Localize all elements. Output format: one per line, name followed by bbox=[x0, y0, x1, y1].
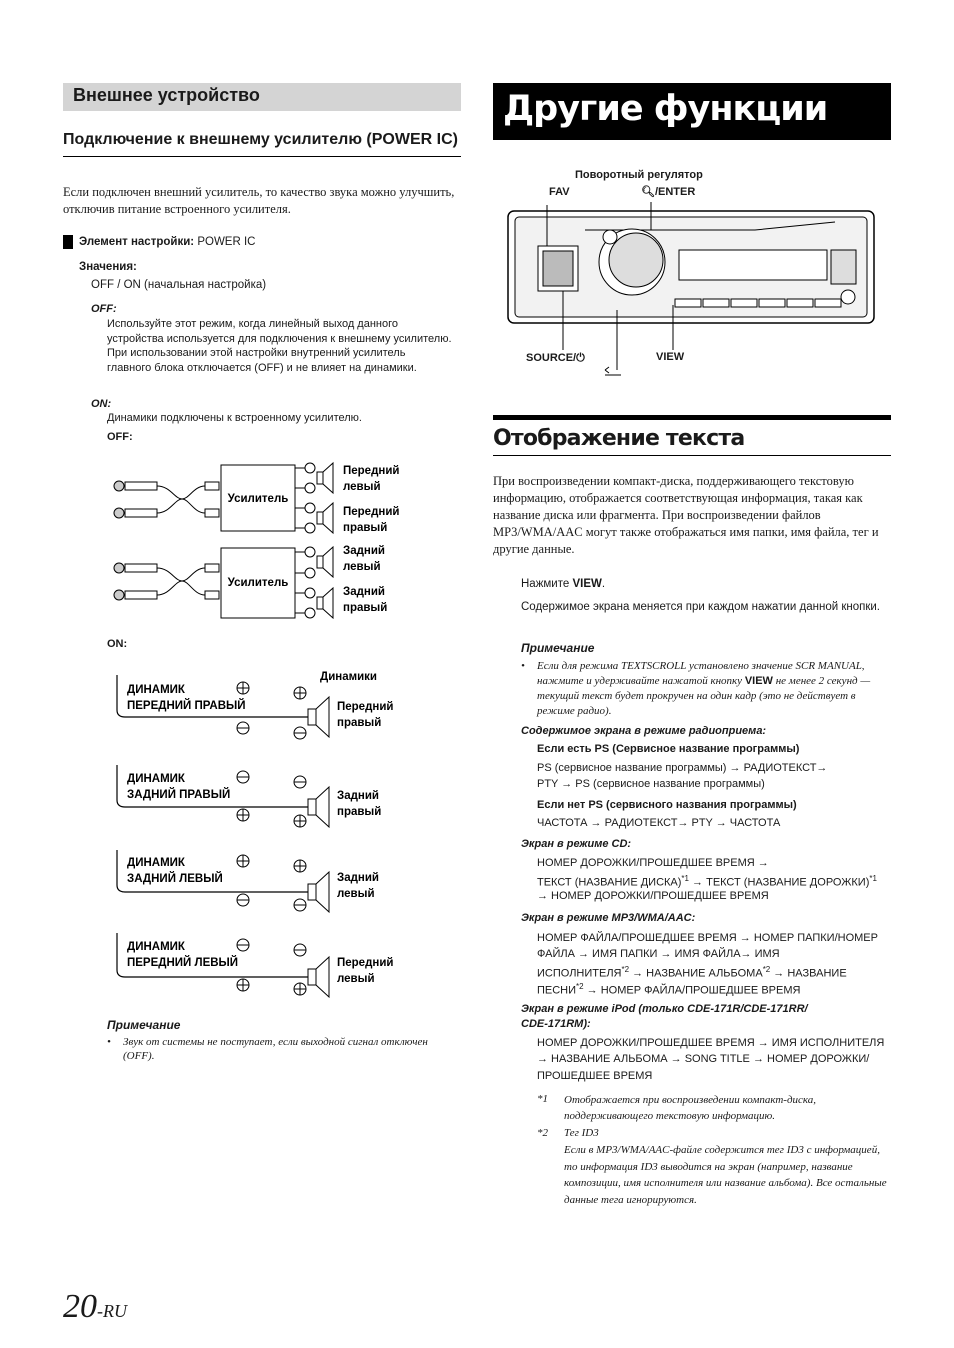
display-intro: При воспроизведении компакт-диска, поддерживающего текстовую информацию, отображается соответствующая информация, такая как название диска или фрагмента. При воспроизведении файлов MP3/WMA/AAC могут также отображаться имя папки, имя файла, тег и другие данные. bbox=[493, 474, 879, 556]
fn2-mark: *2 bbox=[537, 1127, 548, 1139]
ipod-line2: → НАЗВАНИЕ АЛЬБОМА → SONG TITLE → НОМЕР ДОРОЖКИ/ bbox=[537, 1053, 870, 1065]
mp3-line1: НОМЕР ФАЙЛА/ПРОШЕДШЕЕ ВРЕМЯ → НОМЕР ПАПКИ/НОМЕР bbox=[537, 932, 878, 944]
cd-line2b: → ТЕКСТ (НАЗВАНИЕ ДОРОЖКИ) bbox=[688, 876, 870, 889]
rotary-knob bbox=[609, 233, 663, 287]
rear-left-label-1: Задний bbox=[343, 545, 385, 557]
on-front-right-1: Передний bbox=[337, 701, 394, 713]
speaker-rear-left bbox=[305, 547, 333, 578]
cd-title: Экран в режиме CD: bbox=[521, 838, 632, 850]
ipod-line1: НОМЕР ДОРОЖКИ/ПРОШЕДШЕЕ ВРЕМЯ → ИМЯ ИСПОЛНИТЕЛЯ bbox=[537, 1037, 885, 1049]
cd-sup1: *1 bbox=[681, 874, 689, 883]
off-label: OFF: bbox=[91, 303, 117, 315]
rca-cables-group-2 bbox=[114, 563, 219, 600]
ipod-title-2: CDE-171RM): bbox=[521, 1018, 591, 1030]
bullet: • bbox=[107, 1036, 111, 1048]
cd-line2a: ТЕКСТ (НАЗВАНИЕ ДИСКА) bbox=[537, 876, 682, 889]
eject-button bbox=[831, 250, 856, 284]
enter-label-wrap bbox=[641, 185, 695, 199]
sp2-label-2: ЗАДНИЙ ПРАВЫЙ bbox=[127, 789, 231, 801]
on-rear-left-2: левый bbox=[337, 888, 375, 900]
cd-line1: НОМЕР ДОРОЖКИ/ПРОШЕДШЕЕ ВРЕМЯ → bbox=[537, 857, 769, 869]
press-desc: Содержимое экрана меняется при каждом нажатии данной кнопки. bbox=[521, 601, 880, 613]
speakers-label: Динамики bbox=[320, 671, 378, 683]
setting-value: POWER IC bbox=[197, 236, 256, 248]
sp4-label-2: ПЕРЕДНИЙ ЛЕВЫЙ bbox=[127, 957, 239, 969]
rear-right-label-2: правый bbox=[343, 602, 388, 614]
left-note-text: Звук от системы не поступает, если выходной сигнал отключен (OFF). bbox=[123, 1036, 428, 1062]
speaker-rear-right bbox=[305, 588, 333, 618]
speaker-front-left bbox=[305, 463, 333, 493]
bullet: • bbox=[521, 660, 525, 672]
ps-line1: PS (сервисное название программы) → РАДИОТЕКСТ→ bbox=[537, 762, 828, 774]
speaker-front-right bbox=[305, 503, 333, 533]
source-label-wrap bbox=[526, 351, 585, 365]
amplifier-label-2: Усилитель bbox=[227, 577, 289, 589]
enter-label: /ENTER bbox=[654, 186, 696, 198]
mp3-line3 bbox=[537, 963, 847, 981]
sp1-label-1: ДИНАМИК bbox=[127, 684, 185, 696]
sp3-label-2: ЗАДНИЙ ЛЕВЫЙ bbox=[127, 873, 223, 885]
source-button-inner bbox=[543, 251, 573, 286]
front-right-label-2: правый bbox=[343, 522, 388, 534]
front-left-label-2: левый bbox=[343, 481, 381, 493]
cd-line2 bbox=[537, 872, 877, 890]
fav-label: FAV bbox=[549, 186, 570, 198]
source-label: SOURCE/ bbox=[526, 352, 577, 364]
mp3-line4b: → НОМЕР ФАЙЛА/ПРОШЕДШЕЕ ВРЕМЯ bbox=[583, 984, 801, 997]
on-rear-right-1: Задний bbox=[337, 790, 379, 802]
page-title: Другие функции bbox=[493, 83, 891, 140]
sp2-label-1: ДИНАМИК bbox=[127, 773, 185, 785]
amplifier-label-1: Усилитель bbox=[227, 493, 289, 505]
on-rear-right-2: правый bbox=[337, 806, 382, 818]
fn2-text: Если в MP3/WMA/AAC-файле содержится тег ID3 с информацией, то информация ID3 выводится на экран (например, название композиции, имя исполнителя или название альбома). Все остальные данные тега игнорируются. bbox=[564, 1144, 887, 1206]
mp3-line4a: ПЕСНИ bbox=[537, 984, 577, 997]
ipod-line3: ПРОШЕДШЕЕ ВРЕМЯ bbox=[537, 1070, 653, 1082]
press-suffix: . bbox=[601, 578, 606, 590]
release-button bbox=[841, 290, 855, 304]
fn2-title: Тег ID3 bbox=[564, 1127, 599, 1139]
front-right-label-1: Передний bbox=[343, 506, 400, 518]
section-heading: Подключение к внешнему усилителю (POWER IC) bbox=[63, 130, 461, 157]
on-front-left-1: Передний bbox=[337, 957, 394, 969]
page-number-value: 20 bbox=[63, 1288, 97, 1325]
section-heading-text: Отображение текста bbox=[493, 415, 891, 456]
press-prefix: Нажмите bbox=[521, 578, 573, 590]
mp3-line3b: → НАЗВАНИЕ АЛЬБОМА bbox=[629, 967, 763, 980]
page-number bbox=[63, 1288, 127, 1326]
sp3-label-1: ДИНАМИК bbox=[127, 857, 185, 869]
values-text: OFF / ON (начальная настройка) bbox=[91, 279, 267, 291]
fav-button bbox=[603, 230, 617, 244]
display-window bbox=[679, 250, 827, 280]
sp1-label-2: ПЕРЕДНИЙ ПРАВЫЙ bbox=[127, 700, 246, 712]
left-note-title: Примечание bbox=[107, 1018, 181, 1032]
fn1-mark: *1 bbox=[537, 1093, 548, 1105]
wire-brackets bbox=[117, 675, 310, 977]
mp3-sup2: *2 bbox=[762, 965, 771, 974]
on-front-left-2: левый bbox=[337, 973, 375, 985]
on-speakers bbox=[308, 697, 329, 997]
right-note-title: Примечание bbox=[521, 641, 595, 655]
mp3-sup3: *2 bbox=[576, 982, 584, 991]
mp3-line3a: ИСПОЛНИТЕЛЯ bbox=[537, 967, 622, 980]
radio-title: Содержимое экрана в режиме радиоприема: bbox=[521, 725, 767, 737]
note-text-b: не менее 2 секунд — текущий текст будет прокручен на один кадр (это не действует в режиме радио). bbox=[537, 675, 871, 717]
note-text-a: Если для режима TEXTSCROLL установлено значение SCR MANUAL, нажмите и удерживайте нажатой кнопку bbox=[537, 660, 865, 687]
on-front-right-2: правый bbox=[337, 717, 382, 729]
rca-cables-group-1 bbox=[114, 481, 219, 518]
on-diagram-label: ON: bbox=[107, 638, 128, 650]
search-icon: 🔍︎ bbox=[641, 186, 655, 198]
rear-right-label-1: Задний bbox=[343, 586, 385, 598]
nops-line: ЧАСТОТА → РАДИОТЕКСТ→ PTY → ЧАСТОТА bbox=[537, 817, 781, 829]
ps-line2: PTY → PS (сервисное название программы) bbox=[537, 778, 765, 790]
off-diagram-label: OFF: bbox=[107, 431, 133, 443]
setting-marker bbox=[63, 235, 73, 249]
page-suffix: -RU bbox=[97, 1301, 127, 1321]
press-line bbox=[521, 577, 605, 592]
on-label: ON: bbox=[91, 398, 112, 410]
on-text: Динамики подключены к встроенному усилителю. bbox=[107, 412, 362, 424]
ipod-title-1: Экран в режиме iPod (только CDE-171R/CDE-171RR/ bbox=[521, 1003, 808, 1015]
mp3-line4 bbox=[537, 980, 800, 998]
cd-sup2: *1 bbox=[869, 874, 877, 883]
rotary-label: Поворотный регулятор bbox=[575, 169, 703, 181]
fn1-text: Отображается при воспроизведении компакт-диска, поддерживающего текстовую информацию. bbox=[564, 1094, 817, 1122]
setting-line bbox=[79, 235, 459, 250]
rear-left-label-2: левый bbox=[343, 561, 381, 573]
mp3-title: Экран в режиме MP3/WMA/AAC: bbox=[521, 912, 696, 924]
press-key: VIEW bbox=[572, 578, 602, 590]
intro-text: Если подключен внешний усилитель, то качество звука можно улучшить, отключив питание встроенного усилителя. bbox=[63, 185, 455, 216]
mp3-line2: ФАЙЛА → ИМЯ ПАПКИ → ИМЯ ФАЙЛА→ ИМЯ bbox=[537, 948, 780, 960]
note-key: VIEW bbox=[744, 675, 773, 687]
terminals bbox=[237, 682, 306, 995]
off-text: Используйте этот режим, когда линейный выход данного устройства используется для подключения к внешнему усилителю. При использовании этой настройки внутренний усилитель главного блока отключается (OFF) и не влияет на динамики. bbox=[107, 318, 452, 374]
sp4-label-1: ДИНАМИК bbox=[127, 941, 185, 953]
on-rear-left-1: Задний bbox=[337, 872, 379, 884]
front-left-label-1: Передний bbox=[343, 465, 400, 477]
off-wiring-diagram bbox=[105, 455, 415, 625]
ps-title: Если есть PS (Сервисное название программы) bbox=[537, 743, 800, 755]
right-note-item bbox=[521, 659, 891, 719]
setting-label: Элемент настройки: bbox=[79, 236, 195, 248]
values-label: Значения: bbox=[79, 261, 137, 273]
cd-line3: → НОМЕР ДОРОЖКИ/ПРОШЕДШЕЕ ВРЕМЯ bbox=[537, 890, 769, 902]
left-note-item bbox=[107, 1035, 437, 1063]
on-wiring-diagram bbox=[105, 665, 435, 1010]
view-label: VIEW bbox=[656, 351, 685, 363]
section-bar: Внешнее устройство bbox=[63, 83, 461, 111]
mp3-sup1: *2 bbox=[621, 965, 630, 974]
power-icon: ⏻ bbox=[576, 352, 585, 364]
mp3-line3c: → НАЗВАНИЕ bbox=[770, 967, 847, 980]
nops-title: Если нет PS (сервисного названия программы) bbox=[537, 799, 797, 811]
